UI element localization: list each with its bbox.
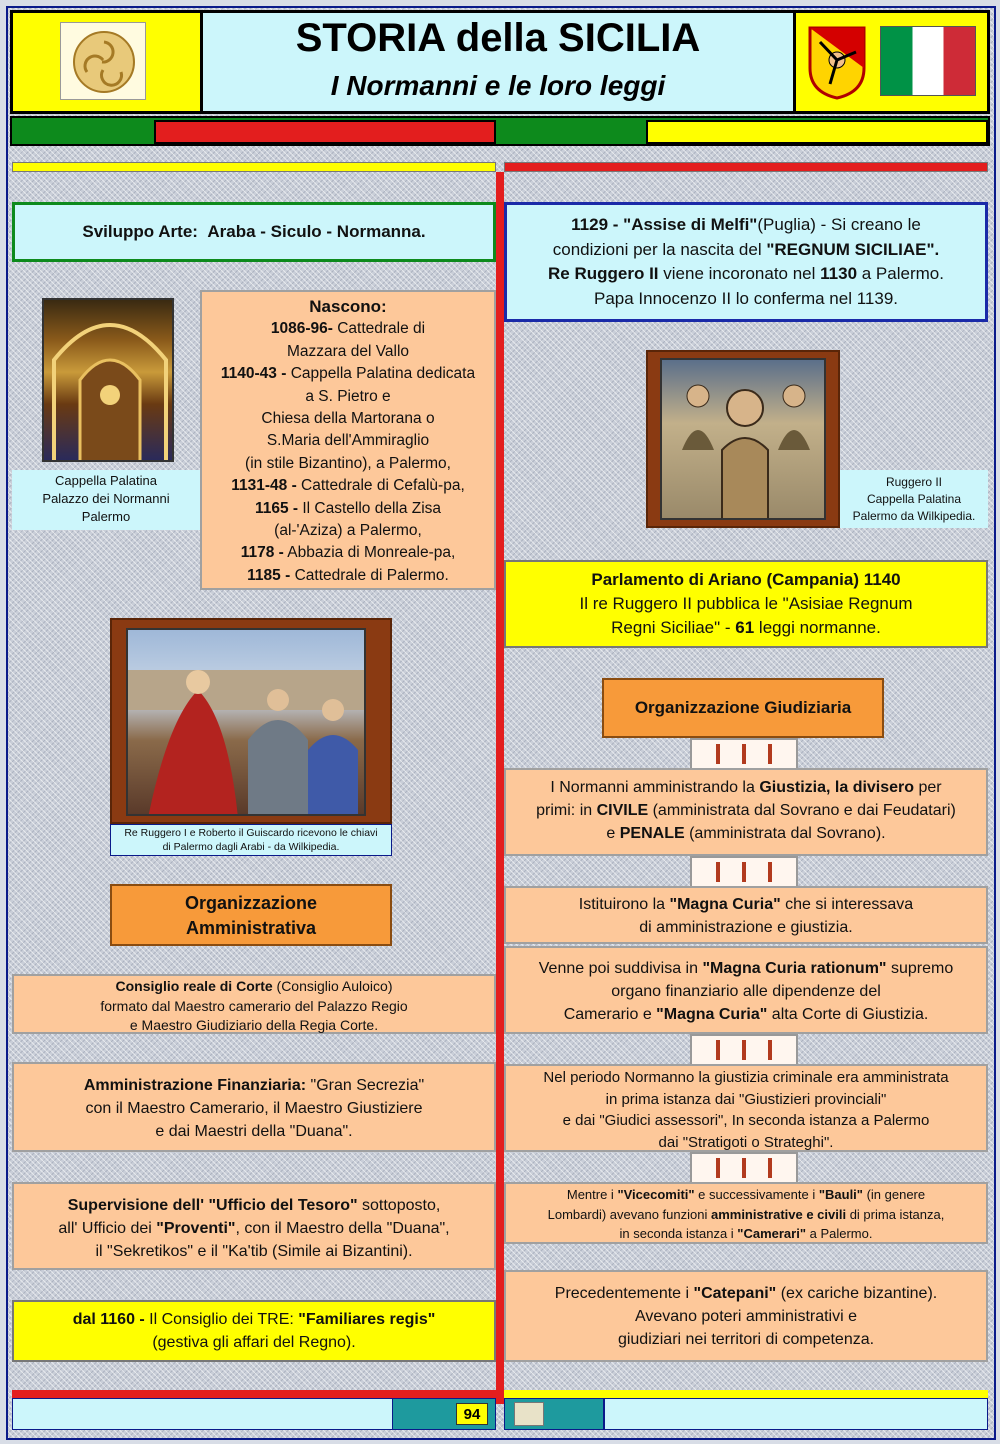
tre-box: dal 1160 - Il Consiglio dei TRE: "Familiares regis" (gestiva gli affari del Regno). — [12, 1300, 496, 1362]
cappella-caption — [12, 470, 200, 530]
page-number: 94 — [456, 1403, 488, 1425]
nascono-line-5: Chiesa della Martorana o — [261, 410, 435, 428]
ruggero-caption-line-3: Palermo da Wilkipedia. — [852, 509, 976, 523]
band-red — [154, 120, 496, 144]
nascono-line-6: S.Maria dell'Ammiraglio — [266, 432, 430, 450]
org-amm-line-2: Amministrativa — [185, 918, 317, 938]
chain-link-1 — [690, 738, 798, 772]
ruggero-guiscardo-painting — [126, 628, 366, 816]
nascono-line-4: a S. Pietro e — [305, 387, 391, 405]
right-bottom-bar — [504, 1390, 988, 1398]
left-bottom-bar — [12, 1390, 496, 1398]
map-thumbnail-icon — [514, 1402, 544, 1426]
footer-right — [604, 1398, 988, 1430]
band-yellow — [646, 120, 988, 144]
nascono-line-2: Mazzara del Vallo — [286, 342, 410, 360]
arte-title — [12, 222, 496, 242]
italian-flag-icon — [880, 26, 976, 96]
rationum-box: Venne poi suddivisa in "Magna Curia rationum" supremo organo finanziario alle dipendenze del Camerario e "Magna Curia" alta Corte di Giustizia. — [504, 946, 988, 1034]
logo-box — [60, 22, 146, 100]
page-title: STORIA della SICILIA — [295, 16, 701, 60]
assise-box: 1129 - "Assise di Melfi"(Puglia) - Si creano le condizioni per la nascita del "REGNUM SICILIAE". Re Ruggero II viene incoronato nel 1130 a Palermo. Papa Innocenzo II lo conferma nel 1139. — [504, 202, 988, 322]
ruggero-caption-line-2: Cappella Palatina — [866, 492, 962, 506]
cappella-caption-line-1: Cappella Palatina — [55, 473, 157, 488]
nascono-line-3: 1140-43 - Cappella Palatina dedicata — [220, 365, 476, 383]
cappella-palatina-photo — [42, 298, 174, 462]
nascono-line-12: 1185 - Cattedrale di Palermo. — [247, 566, 449, 584]
nascono-line-8: 1131-48 - Cattedrale di Cefalù-pa, — [231, 477, 465, 495]
painting-caption-line-2: di Palermo dagli Arabi - da Wilkipedia. — [162, 841, 340, 853]
nascono-line-10: (al-'Aziza) a Palermo, — [274, 522, 422, 540]
page-subtitle: I Normanni e le loro leggi — [330, 70, 666, 101]
cappella-caption-line-2: Palazzo dei Normanni — [42, 491, 170, 506]
vicecomiti-box: Mentre i "Vicecomiti" e successivamente i "Bauli" (in genere Lombardi) avevano funzioni amministrative e civili di prima istanza, in seconda istanza i "Camerari" a Palermo. — [504, 1182, 988, 1244]
ruggero-caption — [840, 470, 988, 528]
nascono-line-11: 1178 - Abbazia di Monreale-pa, — [240, 544, 456, 562]
consiglio-box: Consiglio reale di Corte (Consiglio Auloico) formato dal Maestro camerario del Palazzo Regio e Maestro Giudiziario della Regia Corte. — [12, 974, 496, 1034]
left-top-bar — [12, 162, 496, 172]
nascono-line-9: 1165 - Il Castello della Zisa — [254, 499, 442, 517]
painting-caption-line-1: Re Ruggero I e Roberto il Guiscardo ricevono le chiavi — [124, 827, 378, 839]
painting-caption — [110, 824, 392, 856]
arte-title-styles: Araba - Siculo - Normanna. — [207, 222, 426, 241]
nascono-line-7: (in stile Bizantino), a Palermo, — [245, 454, 451, 472]
finanziaria-box: Amministrazione Finanziaria: "Gran Secrezia" con il Maestro Camerario, il Maestro Giustiziere e dai Maestri della "Duana". — [12, 1062, 496, 1152]
chain-link-3 — [690, 1034, 798, 1068]
parlamento-box: Parlamento di Ariano (Campania) 1140 Il re Ruggero II pubblica le "Asisiae Regnum Regni Siciliae" - 61 leggi normanne. — [504, 560, 988, 648]
giustizia-box: I Normanni amministrando la Giustizia, la divisero per primi: in CIVILE (amministrata dal Sovrano e dai Feudatari) e PENALE (amministrata dal Sovrano). — [504, 768, 988, 856]
org-giudiziaria-heading: Organizzazione Giudiziaria — [602, 678, 884, 738]
catepani-box: Precedentemente i "Catepani" (ex cariche bizantine). Avevano poteri amministrativi e giudiziari nei territori di competenza. — [504, 1270, 988, 1362]
nascono-heading: Nascono: — [309, 297, 387, 316]
org-amm-line-1: Organizzazione — [184, 893, 318, 913]
right-top-bar — [504, 162, 988, 172]
chain-link-4 — [690, 1152, 798, 1186]
center-divider — [496, 172, 504, 1404]
nascono-line-1: 1086-96- Cattedrale di — [270, 320, 426, 338]
sicily-coat-of-arms-icon — [806, 24, 868, 100]
cappella-caption-line-3: Palermo — [81, 509, 131, 524]
arte-title-label: Sviluppo Arte: — [82, 222, 198, 241]
org-amministrativa-heading — [110, 884, 392, 946]
ruggero-ii-mosaic — [660, 358, 826, 520]
nascono-box — [200, 290, 496, 590]
triskelion-logo-icon — [61, 23, 147, 101]
chain-link-2 — [690, 856, 798, 890]
magna-curia-box: Istituirono la "Magna Curia" che si interessava di amministrazione e giustizia. — [504, 886, 988, 944]
periodo-box: Nel periodo Normanno la giustizia criminale era amministrata in prima istanza dai "Giustizieri provinciali" e dai "Giudici assessori", In seconda istanza a Palermo dai "Stratigoti o Strateghi". — [504, 1064, 988, 1152]
ruggero-caption-line-1: Ruggero II — [885, 475, 943, 489]
tesoro-box: Supervisione dell' "Ufficio del Tesoro" sottoposto, all' Ufficio dei "Proventi", con il Maestro della "Duana", il "Sekretikos" e il "Ka'tib (Simile ai Bizantini). — [12, 1182, 496, 1270]
